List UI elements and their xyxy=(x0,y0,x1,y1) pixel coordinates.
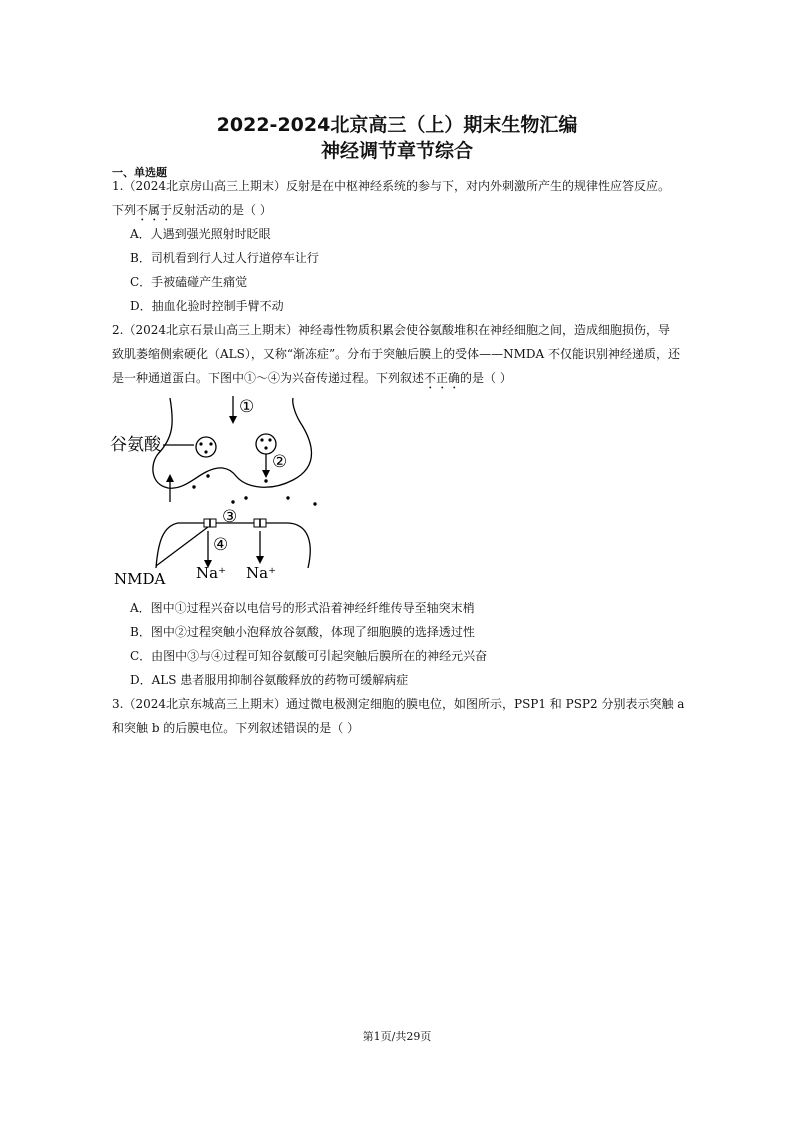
q2-emphasis: 不正确 xyxy=(424,371,461,385)
q2-option-c: C．由图中③与④过程可知谷氨酸可引起突触后膜所在的神经元兴奋 xyxy=(130,649,488,663)
q2-line1: 2.（2024北京石景山高三上期末）神经毒性物质积累会使谷氨酸堆积在神经细胞之间，造成细胞损伤，导 xyxy=(112,323,670,337)
page-title: 2022-2024北京高三（上）期末生物汇编 xyxy=(216,114,578,136)
sodium-label-2: Na⁺ xyxy=(246,564,276,582)
postsynaptic-membrane xyxy=(156,523,310,568)
presynaptic-membrane xyxy=(153,398,312,488)
q2-option-b: B．图中②过程突触小泡释放谷氨酸，体现了细胞膜的选择透过性 xyxy=(130,625,475,639)
section-heading: 一、单选题 xyxy=(112,166,167,179)
q1-emphasis: 不属于 xyxy=(136,203,173,217)
q1-line2-post: 反射活动的是（ ） xyxy=(172,203,272,217)
q1-option-b: B．司机看到行人过人行道停车让行 xyxy=(130,251,319,265)
q1-line1: 1.（2024北京房山高三上期末）反射是在中枢神经系统的参与下，对内外刺激所产生的规律性应答反应。 xyxy=(112,179,670,193)
q1-line2 xyxy=(112,198,690,224)
page-subtitle: 神经调节章节综合 xyxy=(320,140,473,162)
step-3-label: ③ xyxy=(222,507,238,527)
question-3 xyxy=(112,692,690,740)
step-2-label: ② xyxy=(272,452,288,472)
q2-line3-pre: 是一种通道蛋白。下图中①～④为兴奋传递过程。下列叙述 xyxy=(112,371,425,385)
q2-option-a: A．图中①过程兴奋以电信号的形式沿着神经纤维传导至轴突末梢 xyxy=(130,601,475,615)
page-footer: 第1页/共29页 xyxy=(362,1030,432,1043)
glutamate-label: 谷氨酸 xyxy=(110,435,161,455)
q2-line3 xyxy=(112,366,690,392)
q1-line2-pre: 下列 xyxy=(112,203,137,217)
q3-line1: 3.（2024北京东城高三上期末）通过微电极测定细胞的膜电位，如图所示，PSP1 和 PSP2 分别表示突触 a xyxy=(112,697,685,711)
question-2 xyxy=(112,318,690,392)
step-1-label: ① xyxy=(239,397,255,417)
q1-option-a: A．人遇到强光照射时眨眼 xyxy=(130,227,271,241)
vesicle-right xyxy=(256,434,276,454)
arrow-head-2 xyxy=(262,470,270,478)
q2-line2: 致肌萎缩侧索硬化（ALS），又称“渐冻症”。分布于突触后膜上的受体——NMDA 不仅能识别神经递质，还 xyxy=(112,347,681,361)
q2-option-d: D．ALS 患者服用抑制谷氨酸释放的药物可缓解病症 xyxy=(130,673,409,687)
q3-line2: 和突触 b 的后膜电位。下列叙述错误的是（ ） xyxy=(112,721,360,735)
arrow-head-up xyxy=(166,474,174,482)
synapse-figure xyxy=(108,392,338,592)
nmda-label: NMDA xyxy=(114,570,166,588)
step-4-label: ④ xyxy=(213,535,229,555)
q2-line3-post: 的是（ ） xyxy=(460,371,512,385)
arrow-head-na xyxy=(256,556,264,564)
q1-option-d: D．抽血化验时控制手臂不动 xyxy=(130,299,284,313)
vesicle-left xyxy=(196,437,216,457)
arrow-head-1 xyxy=(229,416,237,424)
sodium-label-1: Na⁺ xyxy=(196,564,226,582)
q1-option-c: C．手被磕碰产生痛觉 xyxy=(130,275,248,289)
question-1 xyxy=(112,174,690,224)
